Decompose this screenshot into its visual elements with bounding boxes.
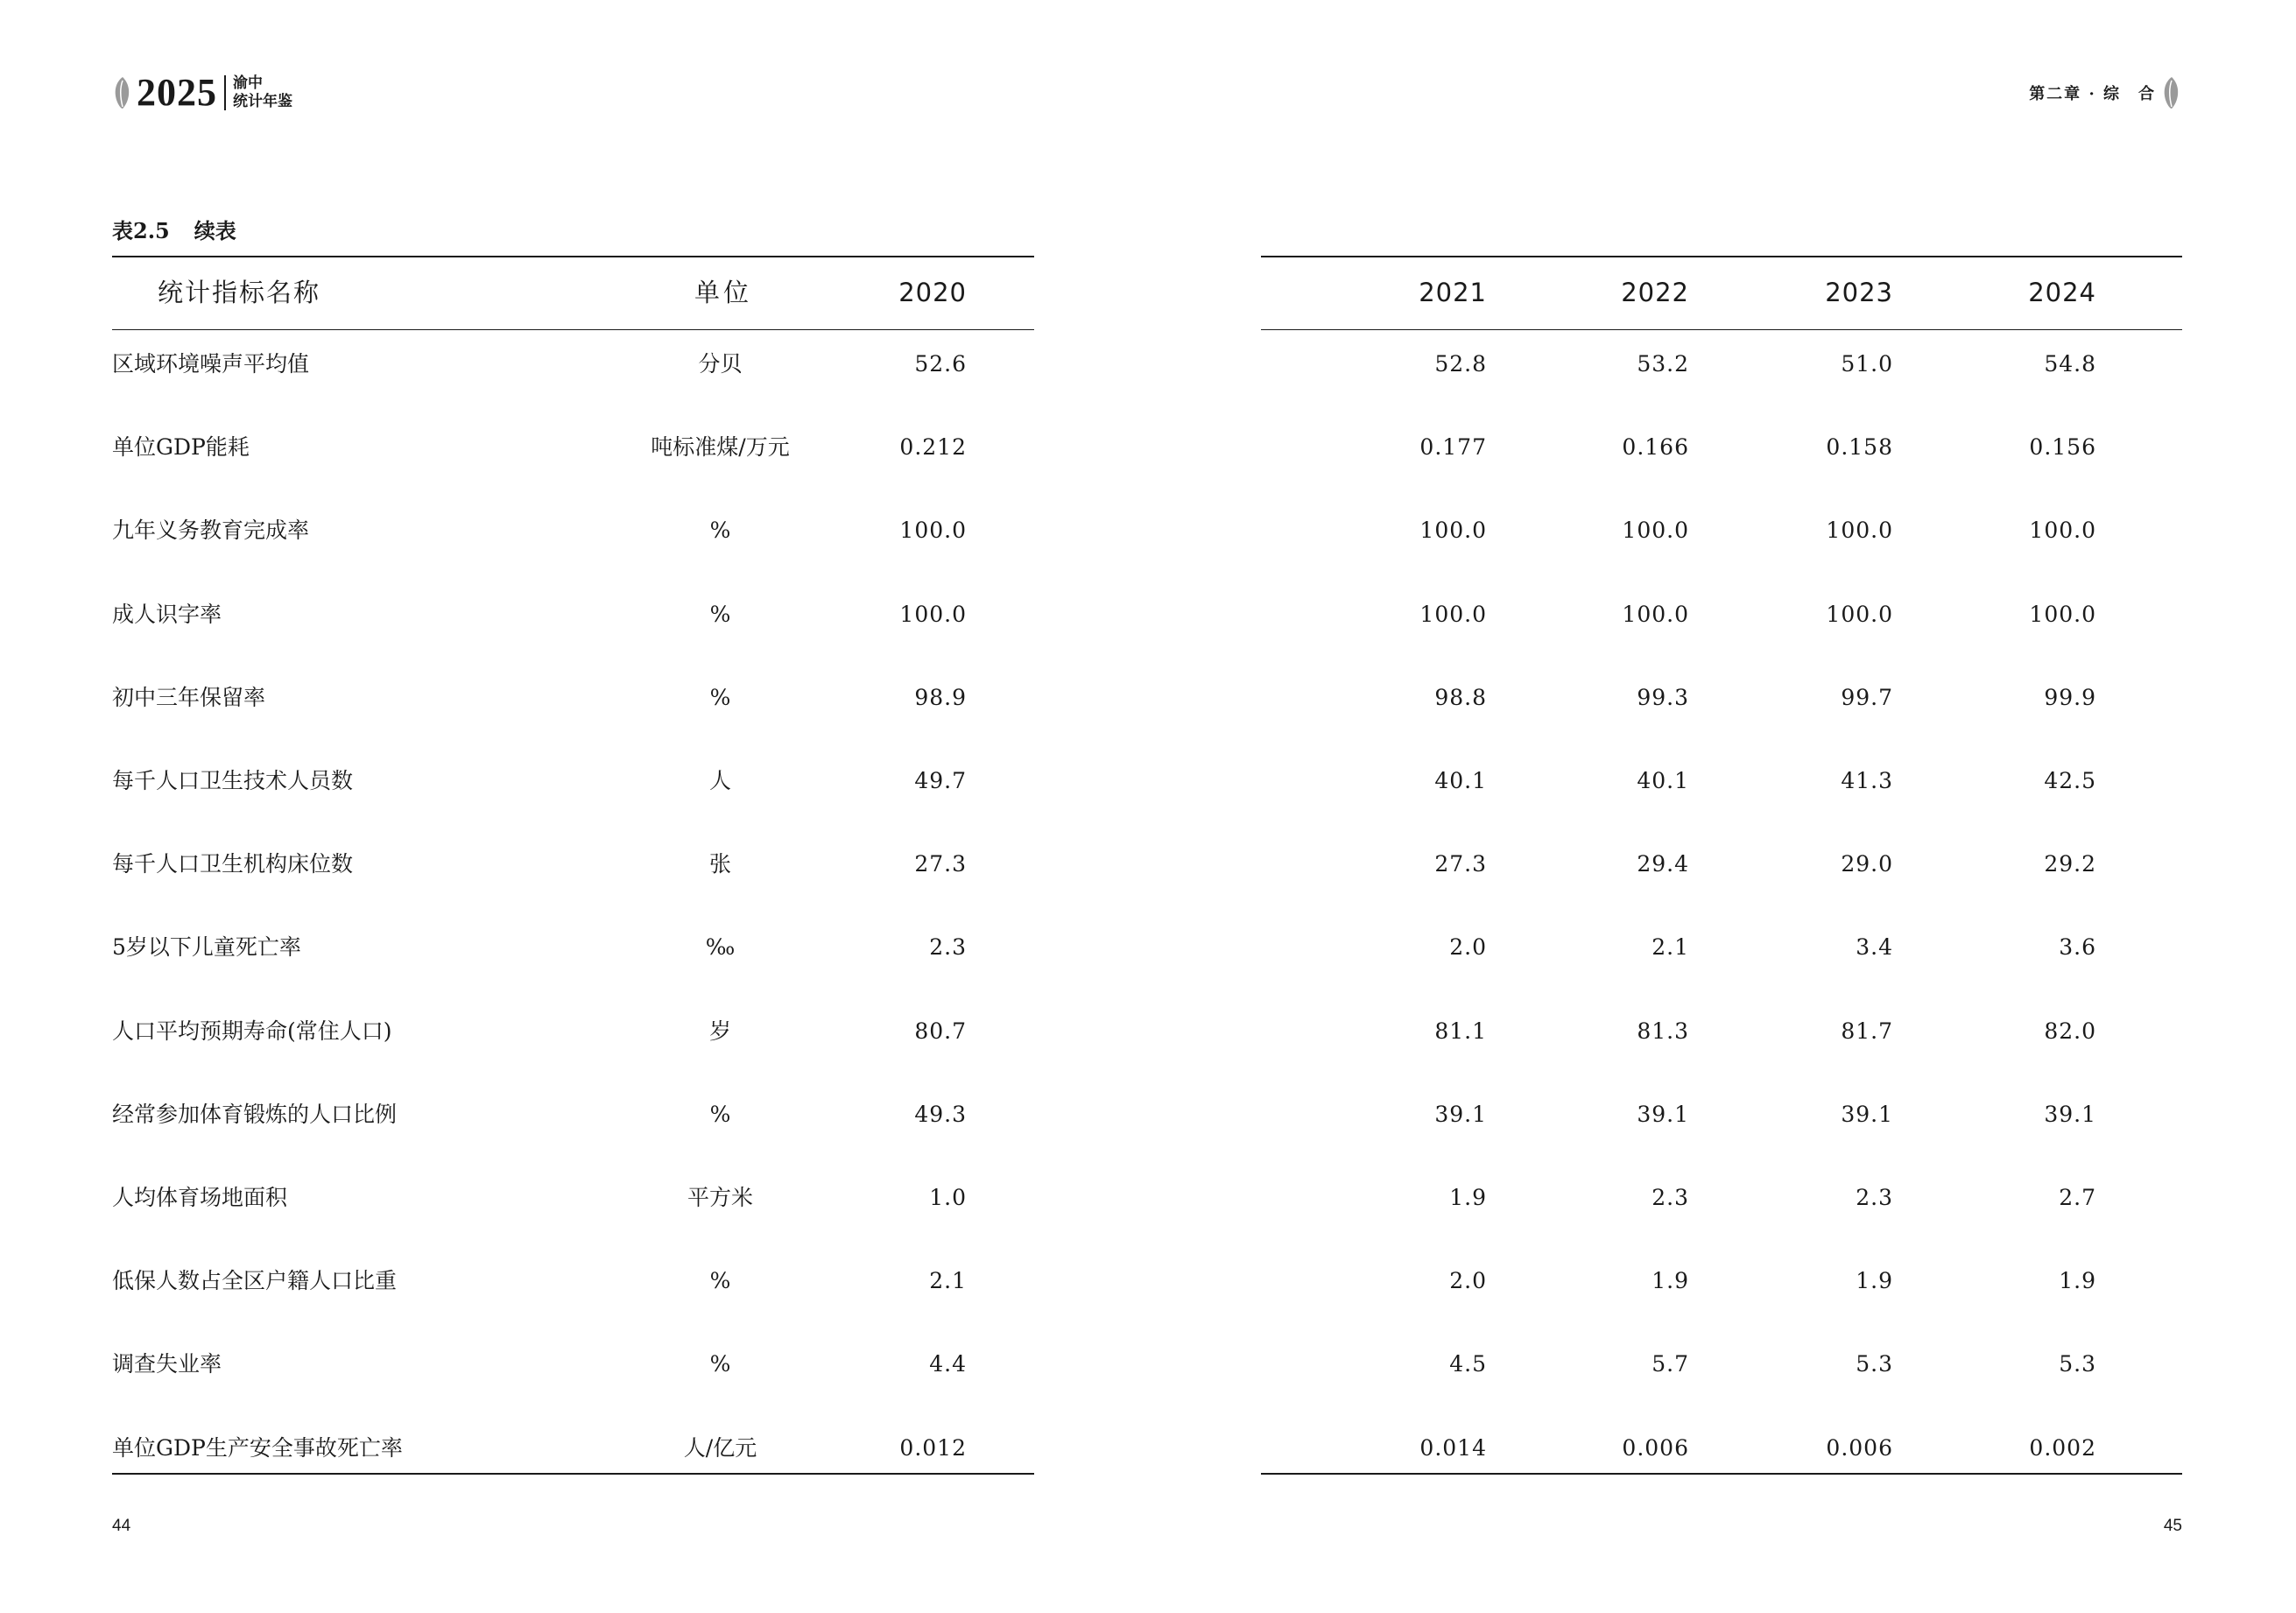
logo-divider <box>224 75 226 110</box>
column-header-2021: 2021 <box>1419 278 1487 307</box>
indicator-unit: 张 <box>708 851 731 877</box>
value-2021: 40.1 <box>1434 768 1487 793</box>
indicator-name: 每千人口卫生技术人员数 <box>112 768 354 793</box>
page-number-left: 44 <box>112 1517 131 1535</box>
value-2024: 99.9 <box>2044 684 2096 710</box>
value-2020: 2.3 <box>929 934 967 961</box>
value-2021: 100.0 <box>1419 518 1487 544</box>
value-2020: 4.4 <box>929 1351 967 1377</box>
indicator-name: 单位GDP能耗 <box>112 434 250 461</box>
value-2023: 0.006 <box>1826 1434 1893 1461</box>
table-caption <box>112 214 236 244</box>
value-2024: 5.3 <box>2059 1351 2096 1377</box>
value-2021: 39.1 <box>1434 1101 1487 1127</box>
table-header-rule-right <box>1261 329 2182 330</box>
indicator-unit: % <box>709 601 731 627</box>
column-header-2022: 2022 <box>1621 278 1689 307</box>
column-header-name: 统计指标名称 <box>158 278 321 307</box>
indicator-name: 5岁以下儿童死亡率 <box>112 934 301 961</box>
indicator-name: 人均体育场地面积 <box>112 1185 288 1210</box>
indicator-name: 调查失业率 <box>112 1351 222 1377</box>
yearbook-title <box>233 74 292 111</box>
chapter-title: 第二章 · 综 合 <box>2029 85 2156 103</box>
indicator-unit: ‰ <box>705 934 736 961</box>
indicator-unit: 平方米 <box>687 1185 753 1210</box>
indicator-name: 单位GDP生产安全事故死亡率 <box>112 1434 403 1461</box>
indicator-name: 成人识字率 <box>112 601 222 627</box>
value-2023: 39.1 <box>1841 1101 1893 1127</box>
page-number-right: 45 <box>2163 1517 2182 1535</box>
indicator-unit: 分贝 <box>698 351 743 377</box>
value-2022: 81.3 <box>1637 1018 1689 1044</box>
indicator-name: 人口平均预期寿命(常住人口) <box>112 1018 392 1044</box>
value-2023: 3.4 <box>1856 934 1893 961</box>
yearbook-title-line1: 渝中 <box>233 74 263 92</box>
value-2020: 0.212 <box>899 434 967 461</box>
value-2022: 100.0 <box>1622 601 1689 627</box>
value-2023: 1.9 <box>1856 1268 1893 1294</box>
yearbook-title-line2: 统计年鉴 <box>233 93 292 110</box>
leaf-emblem-icon <box>2161 75 2182 110</box>
indicator-unit: 岁 <box>708 1018 731 1044</box>
table-top-rule-left <box>112 256 1034 257</box>
table-row <box>0 930 2296 965</box>
leaf-emblem-icon <box>112 75 133 110</box>
value-2024: 0.002 <box>2029 1434 2096 1461</box>
yearbook-logo <box>112 68 292 117</box>
value-2021: 2.0 <box>1449 934 1487 961</box>
value-2021: 1.9 <box>1449 1185 1487 1210</box>
column-header-2020: 2020 <box>898 278 967 307</box>
value-2023: 100.0 <box>1826 601 1893 627</box>
table-row <box>0 597 2296 632</box>
value-2023: 99.7 <box>1841 684 1893 710</box>
value-2021: 52.8 <box>1434 351 1487 377</box>
value-2022: 5.7 <box>1652 1351 1689 1377</box>
value-2020: 1.0 <box>929 1185 967 1210</box>
indicator-name: 每千人口卫生机构床位数 <box>112 851 354 877</box>
value-2020: 100.0 <box>899 601 967 627</box>
table-row <box>0 1180 2296 1215</box>
value-2022: 100.0 <box>1622 518 1689 544</box>
value-2021: 0.014 <box>1419 1434 1487 1461</box>
value-2021: 4.5 <box>1449 1351 1487 1377</box>
indicator-unit: % <box>709 684 731 710</box>
table-row <box>0 1431 2296 1466</box>
value-2020: 98.9 <box>914 684 967 710</box>
value-2023: 41.3 <box>1841 768 1893 793</box>
column-header-2023: 2023 <box>1825 278 1893 307</box>
value-2020: 49.7 <box>914 768 967 793</box>
indicator-unit: 人/亿元 <box>683 1434 757 1461</box>
indicator-name: 经常参加体育锻炼的人口比例 <box>112 1101 398 1127</box>
value-2022: 2.3 <box>1652 1185 1689 1210</box>
value-2022: 2.1 <box>1652 934 1689 961</box>
value-2021: 98.8 <box>1434 684 1487 710</box>
value-2024: 0.156 <box>2029 434 2096 461</box>
table-number: 表2.5 <box>112 218 170 243</box>
value-2020: 0.012 <box>899 1434 967 1461</box>
table-top-rule-right <box>1261 256 2182 257</box>
table-caption-text: 续表 <box>194 218 236 243</box>
value-2022: 40.1 <box>1637 768 1689 793</box>
value-2023: 5.3 <box>1856 1351 1893 1377</box>
value-2020: 2.1 <box>929 1268 967 1294</box>
table-bottom-rule-right <box>1261 1473 2182 1475</box>
value-2024: 100.0 <box>2029 601 2096 627</box>
column-header-unit: 单位 <box>694 278 753 307</box>
value-2023: 100.0 <box>1826 518 1893 544</box>
value-2021: 27.3 <box>1434 851 1487 877</box>
value-2023: 0.158 <box>1826 434 1893 461</box>
value-2020: 49.3 <box>914 1101 967 1127</box>
value-2023: 81.7 <box>1841 1018 1893 1044</box>
indicator-unit: % <box>709 518 731 544</box>
value-2022: 39.1 <box>1637 1101 1689 1127</box>
value-2021: 2.0 <box>1449 1268 1487 1294</box>
table-row <box>0 1014 2296 1049</box>
value-2022: 0.006 <box>1622 1434 1689 1461</box>
value-2022: 0.166 <box>1622 434 1689 461</box>
value-2020: 52.6 <box>914 351 967 377</box>
table-bottom-rule-left <box>112 1473 1034 1475</box>
column-header-2024: 2024 <box>2028 278 2096 307</box>
table-row <box>0 430 2296 465</box>
value-2020: 27.3 <box>914 851 967 877</box>
value-2023: 29.0 <box>1841 851 1893 877</box>
table-row <box>0 513 2296 548</box>
value-2022: 29.4 <box>1637 851 1689 877</box>
value-2021: 81.1 <box>1434 1018 1487 1044</box>
value-2024: 29.2 <box>2044 851 2096 877</box>
value-2024: 3.6 <box>2059 934 2096 961</box>
value-2020: 80.7 <box>914 1018 967 1044</box>
indicator-unit: % <box>709 1101 731 1127</box>
value-2022: 1.9 <box>1652 1268 1689 1294</box>
indicator-name: 低保人数占全区户籍人口比重 <box>112 1268 398 1294</box>
table-row <box>0 1097 2296 1132</box>
indicator-name: 初中三年保留率 <box>112 684 266 710</box>
value-2023: 51.0 <box>1841 351 1893 377</box>
indicator-unit: 吨标准煤/万元 <box>651 434 790 461</box>
value-2020: 100.0 <box>899 518 967 544</box>
indicator-name: 九年义务教育完成率 <box>112 518 310 544</box>
table-row <box>0 347 2296 382</box>
indicator-unit: 人 <box>708 768 731 793</box>
indicator-unit: % <box>709 1268 731 1294</box>
yearbook-year: 2025 <box>137 71 217 114</box>
indicator-name: 区域环境噪声平均值 <box>112 351 310 377</box>
value-2022: 99.3 <box>1637 684 1689 710</box>
table-row <box>0 764 2296 799</box>
indicator-unit: % <box>709 1351 731 1377</box>
value-2022: 53.2 <box>1637 351 1689 377</box>
value-2024: 82.0 <box>2044 1018 2096 1044</box>
table-row <box>0 1264 2296 1299</box>
value-2021: 0.177 <box>1419 434 1487 461</box>
table-row <box>0 847 2296 882</box>
value-2024: 2.7 <box>2059 1185 2096 1210</box>
table-header-rule-left <box>112 329 1034 330</box>
value-2023: 2.3 <box>1856 1185 1893 1210</box>
value-2024: 1.9 <box>2059 1268 2096 1294</box>
table-row <box>0 680 2296 715</box>
value-2024: 54.8 <box>2044 351 2096 377</box>
value-2021: 100.0 <box>1419 601 1487 627</box>
value-2024: 39.1 <box>2044 1101 2096 1127</box>
value-2024: 100.0 <box>2029 518 2096 544</box>
table-row <box>0 1347 2296 1382</box>
chapter-heading <box>2029 75 2182 110</box>
value-2024: 42.5 <box>2044 768 2096 793</box>
